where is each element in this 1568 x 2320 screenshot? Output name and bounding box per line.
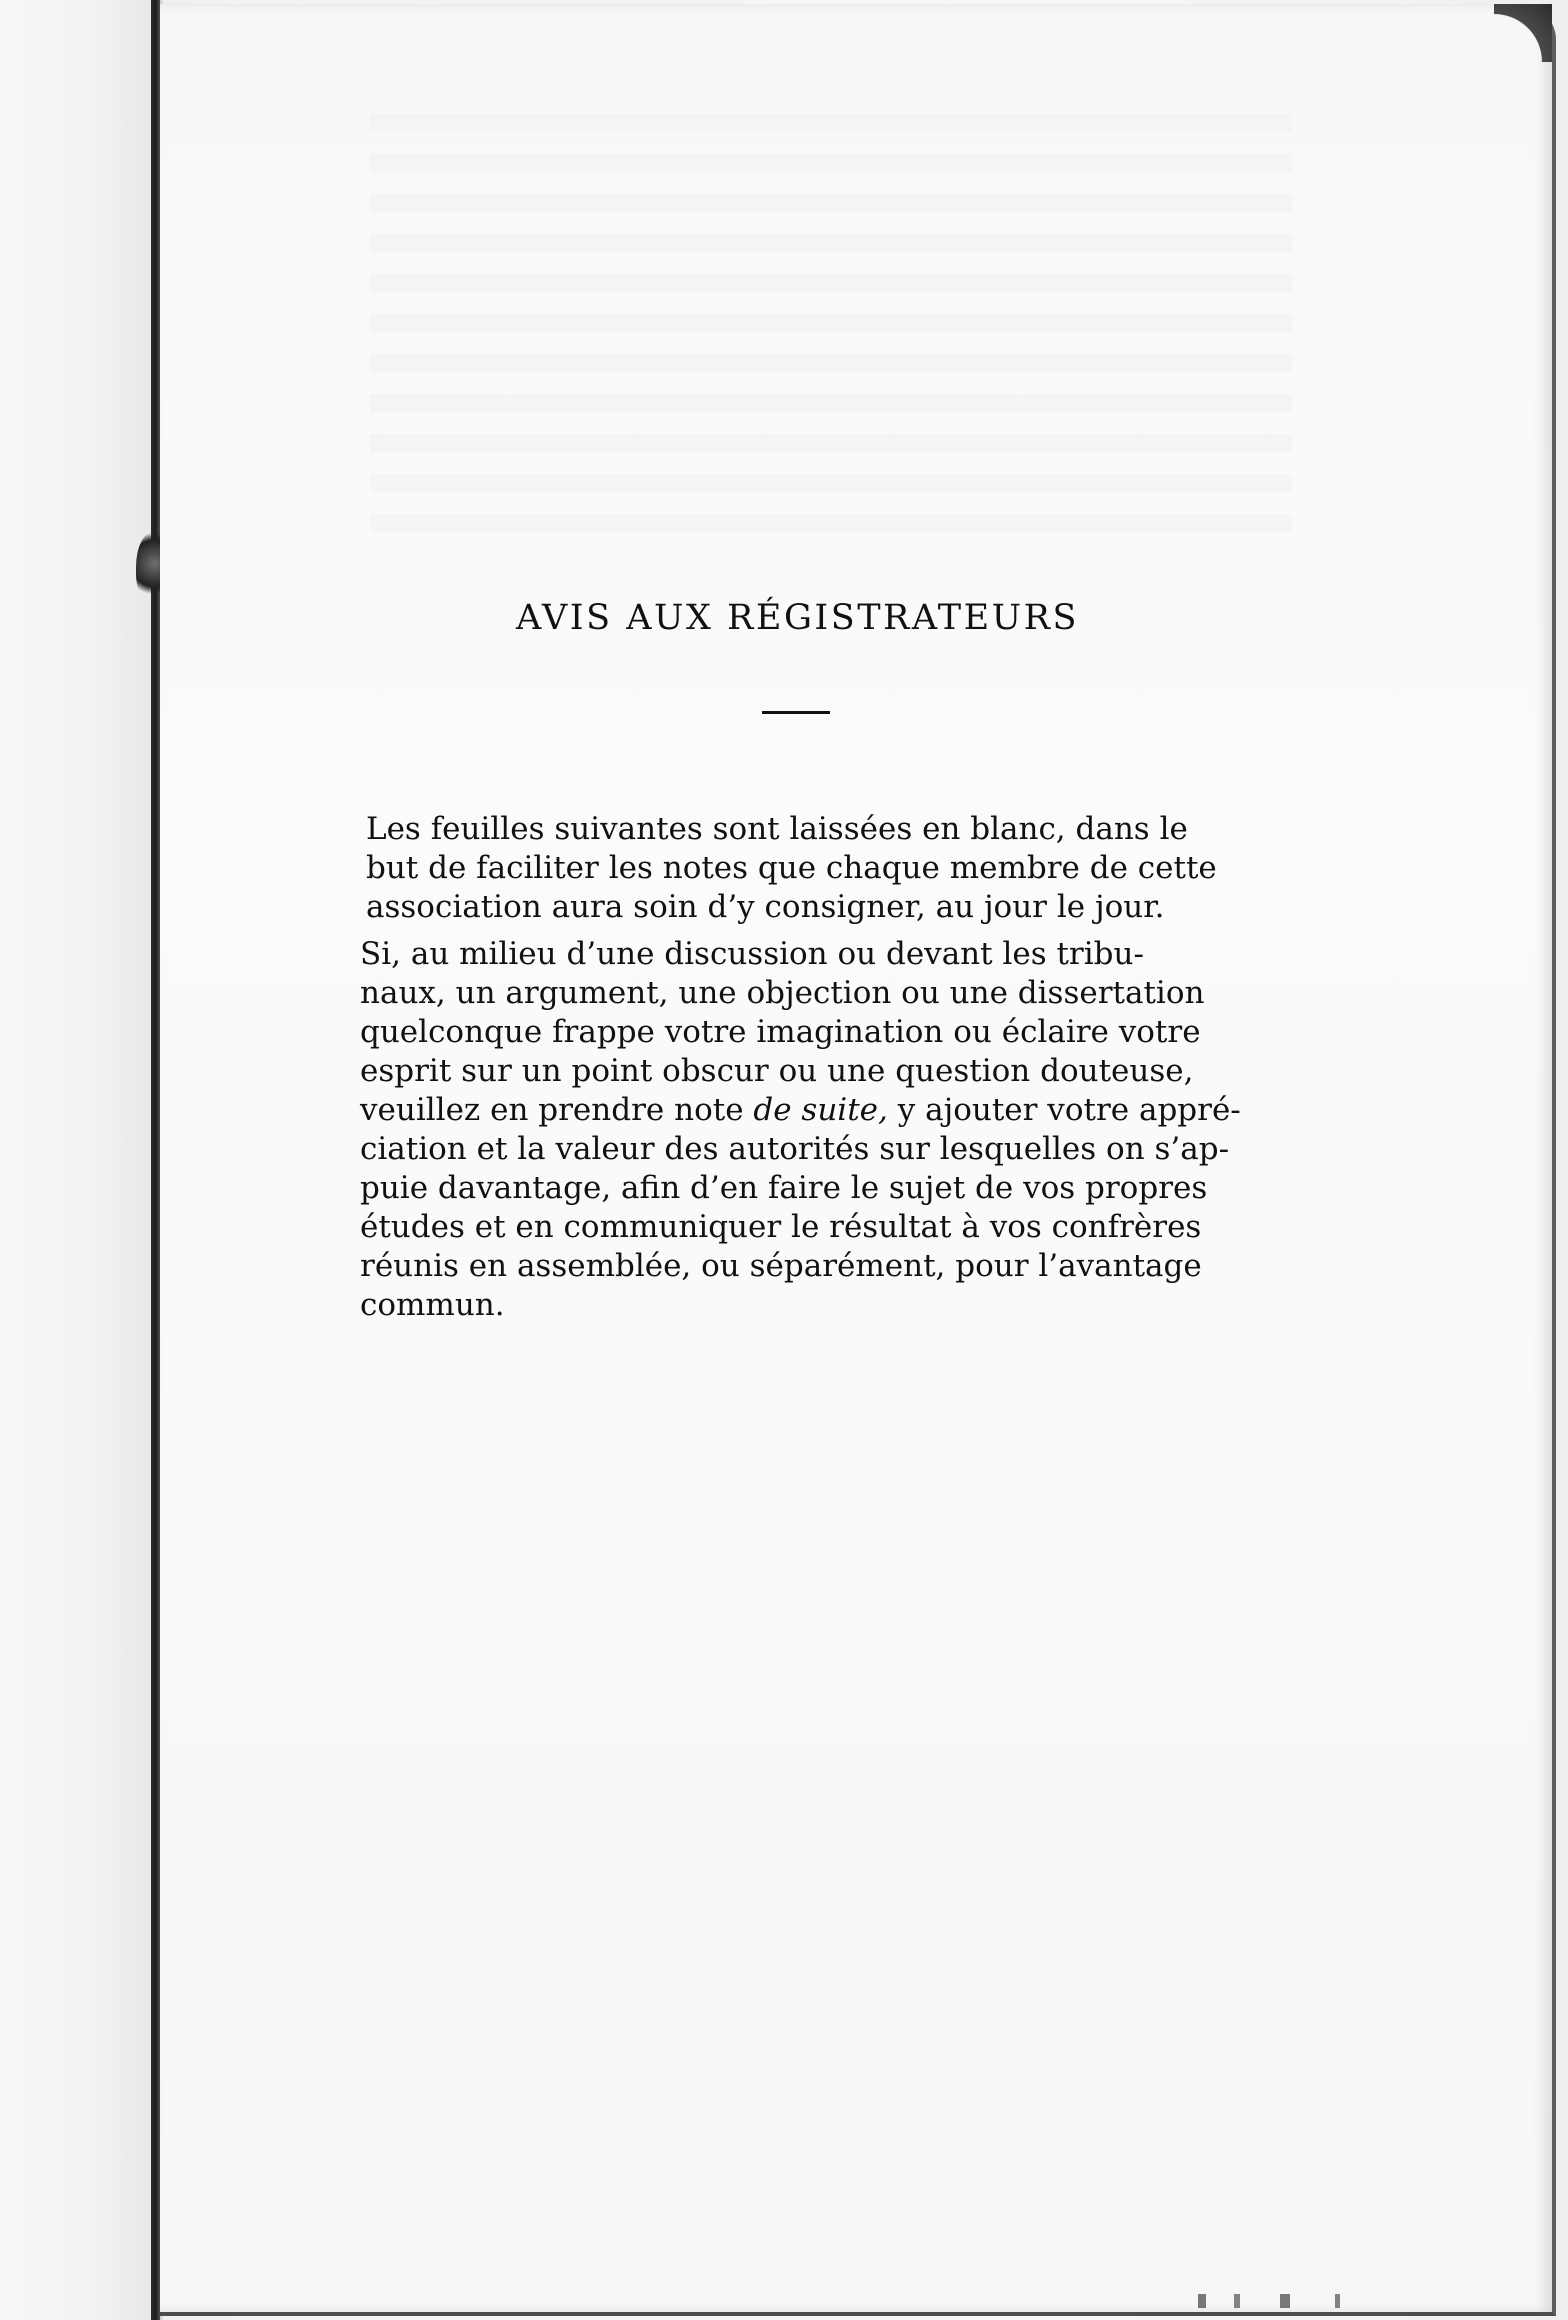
paragraph-2-line: Si, au milieu d’une discussion ou devant les tribu- [360,936,1144,972]
paragraph-2-line: commun. [360,1287,505,1323]
page-binding-line [151,0,160,2320]
paragraph-2-line-with-italic [318,1091,1268,1130]
paragraph-1 [318,810,1268,927]
page-corner-shadow [1494,4,1552,62]
paragraph-2-line: réunis en assemblée, ou séparément, pour l’avantage [360,1248,1202,1284]
paragraph-1-line: but de faciliter les notes que chaque membre de cette [366,850,1217,886]
title-divider [762,711,830,714]
paragraph-2-italic-phrase: de suite, [753,1092,888,1128]
paragraph-2-line: naux, un argument, une objection ou une dissertation [360,975,1205,1011]
document-title: AVIS AUX RÉGISTRATEURS [516,598,1079,638]
paragraph-2-line-prefix: veuillez en prendre note [360,1092,754,1128]
paragraph-2-line: esprit sur un point obscur ou une question douteuse, [360,1053,1194,1089]
bottom-edge-marks [1180,2294,1400,2308]
paragraph-1-line: association aura soin d’y consigner, au jour le jour. [366,889,1165,925]
paragraph-2-line: puie davantage, afin d’en faire le sujet de vos propres [360,1170,1208,1206]
paragraph-2 [318,935,1268,1325]
paragraph-2-line-suffix: y ajouter votre appré- [887,1092,1241,1128]
faint-bleedthrough-text [370,114,1292,534]
paragraph-1-line: Les feuilles suivantes sont laissées en blanc, dans le [366,811,1188,847]
left-page-margin [0,0,158,2320]
paragraph-2-line: quelconque frappe votre imagination ou éclaire votre [360,1014,1201,1050]
paragraph-2-line: études et en communiquer le résultat à vos confrères [360,1209,1202,1245]
page-content [318,595,1268,1325]
paragraph-2-line: ciation et la valeur des autorités sur lesquelles on s’ap- [360,1131,1230,1167]
